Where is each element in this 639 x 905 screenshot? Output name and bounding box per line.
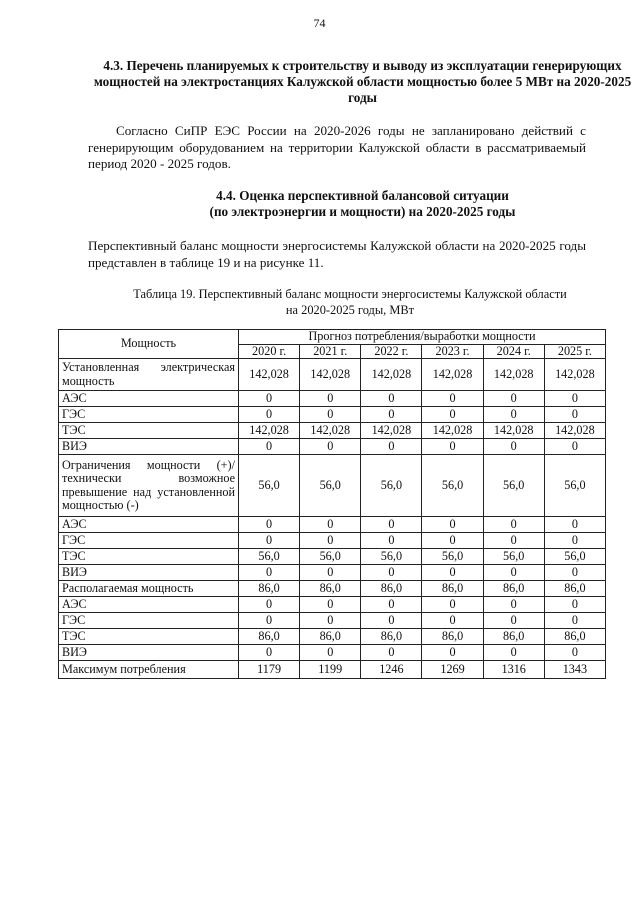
table-cell: 56,0 <box>422 455 483 517</box>
table-cell: 56,0 <box>239 549 300 565</box>
row-label: ТЭС <box>59 549 239 565</box>
table-cell: 56,0 <box>361 549 422 565</box>
row-label: ГЭС <box>59 407 239 423</box>
table-cell: 0 <box>544 597 605 613</box>
table-cell: 0 <box>544 407 605 423</box>
table-cell: 142,028 <box>422 359 483 391</box>
table-cell: 0 <box>239 517 300 533</box>
year-header: 2021 г. <box>300 344 361 359</box>
table-cell: 142,028 <box>239 423 300 439</box>
table-cell: 142,028 <box>361 423 422 439</box>
row-label: АЭС <box>59 597 239 613</box>
year-header: 2025 г. <box>544 344 605 359</box>
table-cell: 0 <box>483 565 544 581</box>
table-cell: 0 <box>483 533 544 549</box>
power-balance-table <box>58 329 606 679</box>
table-cell: 0 <box>544 645 605 661</box>
table-cell: 142,028 <box>544 359 605 391</box>
table-cell: 0 <box>239 613 300 629</box>
table-cell: 0 <box>239 645 300 661</box>
table-cell: 0 <box>239 533 300 549</box>
table-cell: 86,0 <box>483 581 544 597</box>
table-row <box>59 581 606 597</box>
table-cell: 0 <box>483 613 544 629</box>
table-cell: 0 <box>422 391 483 407</box>
table-cell: 0 <box>483 407 544 423</box>
table-cell: 1179 <box>239 661 300 679</box>
table-cell: 0 <box>422 517 483 533</box>
row-label: АЭС <box>59 391 239 407</box>
table-row <box>59 391 606 407</box>
table-cell: 0 <box>361 517 422 533</box>
table-cell: 0 <box>422 439 483 455</box>
table-cell: 1316 <box>483 661 544 679</box>
table-cell: 0 <box>544 391 605 407</box>
table-row <box>59 359 606 391</box>
table-row <box>59 565 606 581</box>
table-cell: 0 <box>239 407 300 423</box>
table-cell: 0 <box>239 391 300 407</box>
row-label: Установленная электрическая мощность <box>59 359 239 391</box>
table-cell: 86,0 <box>300 629 361 645</box>
table-cell: 0 <box>239 597 300 613</box>
column-header-power: Мощность <box>59 330 239 359</box>
table-cell: 0 <box>239 565 300 581</box>
table-cell: 1246 <box>361 661 422 679</box>
table-cell: 0 <box>483 391 544 407</box>
section-4-4-title <box>90 188 635 220</box>
row-label: Максимум потребления <box>59 661 239 679</box>
table-cell: 0 <box>361 391 422 407</box>
section-4-4-title-line1: 4.4. Оценка перспективной балансовой ситуации <box>216 188 509 203</box>
year-header: 2022 г. <box>361 344 422 359</box>
year-header: 2023 г. <box>422 344 483 359</box>
table-cell: 0 <box>361 597 422 613</box>
table-row <box>59 533 606 549</box>
table-cell: 86,0 <box>544 629 605 645</box>
table-row <box>59 629 606 645</box>
row-label: Располагаемая мощность <box>59 581 239 597</box>
table-cell: 86,0 <box>361 581 422 597</box>
table-cell: 0 <box>544 533 605 549</box>
row-label: ТЭС <box>59 629 239 645</box>
table-cell: 56,0 <box>483 549 544 565</box>
table-cell: 0 <box>361 533 422 549</box>
table-header-row <box>59 330 606 345</box>
section-4-3-paragraph: Согласно СиПР ЕЭС России на 2020-2026 годы не запланировано действий с генерирующим оборудованием на территории Калужской области в рассматриваемый период 2020 - 2025 годов. <box>88 123 586 171</box>
table-cell: 0 <box>300 645 361 661</box>
table-cell: 0 <box>300 597 361 613</box>
table-row <box>59 661 606 679</box>
table-cell: 142,028 <box>483 423 544 439</box>
table-cell: 142,028 <box>361 359 422 391</box>
table-caption-line1: Таблица 19. Перспективный баланс мощности энергосистемы Калужской области <box>133 287 567 301</box>
table-cell: 142,028 <box>544 423 605 439</box>
table-cell: 86,0 <box>422 581 483 597</box>
table-cell: 0 <box>544 613 605 629</box>
table-cell: 0 <box>483 597 544 613</box>
table-cell: 56,0 <box>544 549 605 565</box>
row-label: АЭС <box>59 517 239 533</box>
row-label: ВИЭ <box>59 439 239 455</box>
table-cell: 0 <box>361 407 422 423</box>
table-cell: 0 <box>483 517 544 533</box>
table-cell: 0 <box>483 439 544 455</box>
table-cell: 86,0 <box>361 629 422 645</box>
table-cell: 142,028 <box>239 359 300 391</box>
column-group-header: Прогноз потребления/выработки мощности <box>239 330 606 345</box>
table-cell: 0 <box>300 517 361 533</box>
table-cell: 0 <box>300 439 361 455</box>
table-cell: 0 <box>300 533 361 549</box>
row-label: ГЭС <box>59 533 239 549</box>
table-row <box>59 439 606 455</box>
table-cell: 86,0 <box>300 581 361 597</box>
table-cell: 0 <box>422 533 483 549</box>
year-header: 2024 г. <box>483 344 544 359</box>
section-4-4-paragraph: Перспективный баланс мощности энергосистемы Калужской области на 2020-2025 годы представлен в таблице 19 и на рисунке 11. <box>88 238 586 270</box>
table-body <box>59 359 606 679</box>
table-caption <box>60 287 639 318</box>
section-4-3-title: 4.3. Перечень планируемых к строительству и выводу из эксплуатации генерирующих мощностей на электростанциях Калужской области мощностью более 5 МВт на 2020-2025 годы <box>93 58 632 105</box>
row-label: ГЭС <box>59 613 239 629</box>
table-cell: 0 <box>300 391 361 407</box>
row-label: Ограничения мощности (+)/технически возможное превышение над установленной мощностью (-) <box>59 455 239 517</box>
table-cell: 0 <box>422 597 483 613</box>
table-cell: 0 <box>300 613 361 629</box>
table-cell: 0 <box>544 439 605 455</box>
table-cell: 86,0 <box>544 581 605 597</box>
table-caption-line2: на 2020-2025 годы, МВт <box>285 302 415 317</box>
table-cell: 56,0 <box>544 455 605 517</box>
table-cell: 1343 <box>544 661 605 679</box>
table-cell: 142,028 <box>300 359 361 391</box>
table-cell: 0 <box>361 439 422 455</box>
page-number: 74 <box>313 16 326 30</box>
row-label: ВИЭ <box>59 565 239 581</box>
table-cell: 86,0 <box>239 581 300 597</box>
table-cell: 0 <box>300 565 361 581</box>
table-row <box>59 549 606 565</box>
table-cell: 0 <box>361 565 422 581</box>
table-row <box>59 455 606 517</box>
table-cell: 0 <box>544 517 605 533</box>
table-cell: 0 <box>361 645 422 661</box>
row-label: ВИЭ <box>59 645 239 661</box>
table-cell: 0 <box>300 407 361 423</box>
table-cell: 0 <box>422 645 483 661</box>
table-cell: 56,0 <box>361 455 422 517</box>
table-cell: 86,0 <box>239 629 300 645</box>
table-cell: 86,0 <box>422 629 483 645</box>
table-cell: 56,0 <box>483 455 544 517</box>
table-cell: 86,0 <box>483 629 544 645</box>
table-cell: 0 <box>422 565 483 581</box>
table-row <box>59 597 606 613</box>
table-cell: 1199 <box>300 661 361 679</box>
table-row <box>59 517 606 533</box>
section-4-4-title-line2: (по электроэнергии и мощности) на 2020-2025 годы <box>209 204 516 219</box>
table-cell: 0 <box>483 645 544 661</box>
table-row <box>59 613 606 629</box>
table-cell: 56,0 <box>422 549 483 565</box>
year-header: 2020 г. <box>239 344 300 359</box>
table-cell: 0 <box>361 613 422 629</box>
row-label: ТЭС <box>59 423 239 439</box>
table-cell: 0 <box>422 407 483 423</box>
table-cell: 0 <box>544 565 605 581</box>
table-row <box>59 645 606 661</box>
table-row <box>59 407 606 423</box>
table-cell: 56,0 <box>300 455 361 517</box>
table-cell: 0 <box>422 613 483 629</box>
table-row <box>59 423 606 439</box>
table-cell: 56,0 <box>300 549 361 565</box>
table-cell: 142,028 <box>483 359 544 391</box>
table-cell: 56,0 <box>239 455 300 517</box>
table-cell: 142,028 <box>300 423 361 439</box>
table-cell: 0 <box>239 439 300 455</box>
table-cell: 1269 <box>422 661 483 679</box>
table-cell: 142,028 <box>422 423 483 439</box>
